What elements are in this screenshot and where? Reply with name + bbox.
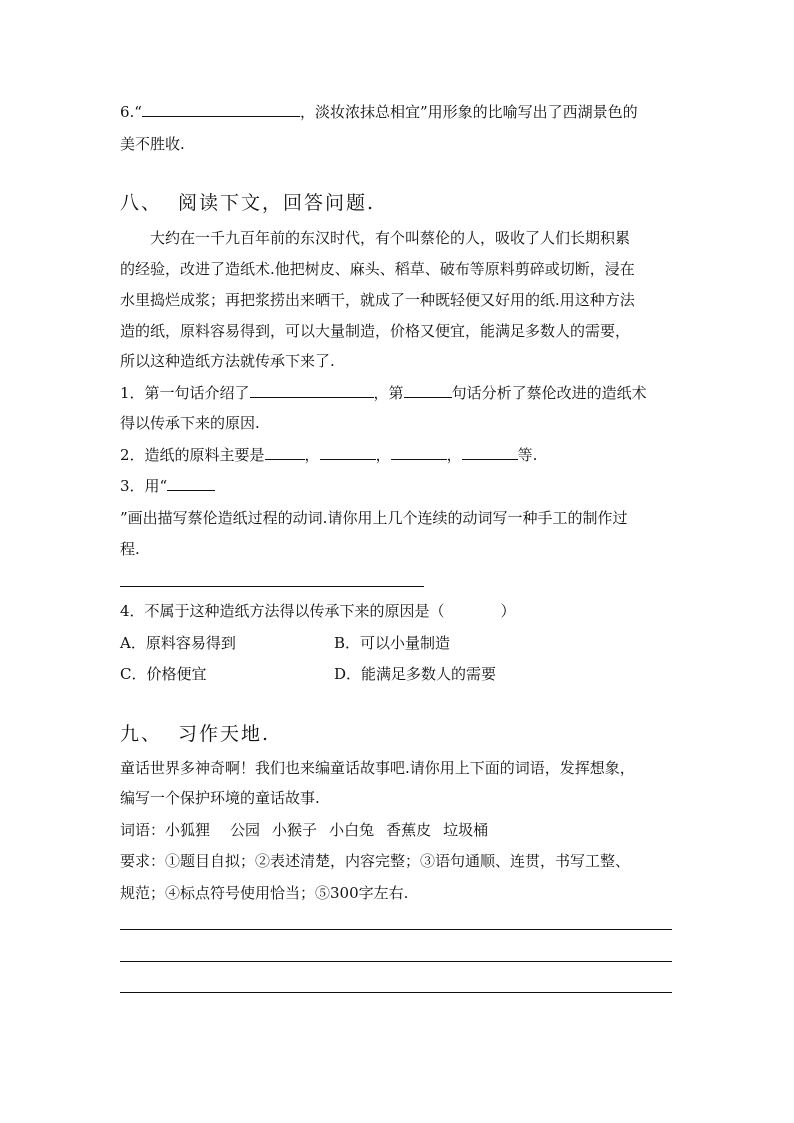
q6-prefix: 6.“: [120, 103, 142, 121]
q2-line: [120, 445, 537, 465]
q4-option-a: A．原料容易得到: [120, 634, 236, 652]
q6-line2: 美不胜收.: [120, 135, 185, 153]
q4-line: [120, 601, 516, 621]
q4-close: ）: [500, 602, 516, 620]
q2-blank-1[interactable]: [265, 445, 305, 460]
section8-title: 阅读下文，回答问题.: [178, 192, 376, 214]
q2-sep-1: ，: [304, 446, 320, 464]
word-6: 垃圾桶: [443, 821, 489, 839]
word-4: 小白兔: [329, 821, 375, 839]
section9-intro-2: 编写一个保护环境的童话故事.: [120, 789, 320, 807]
q4-option-d: D．能满足多数人的需要: [334, 665, 497, 683]
q3-line2: ”画出描写蔡伦造纸过程的动词.请你用上几个连续的动词写一种手工的制作过: [120, 509, 628, 527]
passage-line-4: 造的纸，原料容易得到，可以大量制造，价格又便宜，能满足多数人的需要，: [120, 322, 631, 340]
section9-requirements-1: 要求：①题目自拟；②表述清楚，内容完整；③语句通顺、连贯，书写工整、: [120, 852, 631, 870]
word-1: 小狐狸: [165, 821, 211, 839]
q2-end: 等.: [517, 446, 538, 464]
section9-requirements-2: 规范；④标点符号使用恰当；⑤300字左右.: [120, 884, 409, 902]
word-3: 小猴子: [272, 821, 318, 839]
q6-line1: [120, 102, 638, 122]
writing-line-2[interactable]: [120, 961, 672, 962]
q1-text-a: 1．第一句话介绍了: [120, 384, 250, 402]
q3-text: 3．用“: [120, 477, 168, 495]
q3-blank[interactable]: [167, 476, 215, 491]
q3-line1: [120, 476, 215, 496]
passage-line-2: 的经验，改进了造纸术.他把树皮、麻头、稻草、破布等原料剪碎或切断，浸在: [120, 260, 635, 278]
passage-line-5: 所以这种造纸方法就传承下来了.: [120, 352, 335, 370]
writing-line-3[interactable]: [120, 992, 672, 993]
q3-answer-line[interactable]: [120, 586, 424, 587]
q4-text: 4．不属于这种造纸方法得以传承下来的原因是（: [120, 602, 445, 620]
section9-heading: [120, 719, 270, 746]
section9-intro-1: 童话世界多神奇啊！我们也来编童话故事吧.请你用上下面的词语，发挥想象，: [120, 759, 635, 777]
q2-sep-2: ，: [375, 446, 391, 464]
section9-words: [120, 820, 488, 840]
words-label: 词语：: [120, 821, 166, 839]
word-2: 公园: [230, 821, 261, 839]
q1-blank-2[interactable]: [404, 383, 452, 398]
q6-answer-blank[interactable]: [142, 102, 300, 117]
q4-option-b: B．可以小量制造: [334, 634, 451, 652]
section8-heading: [120, 188, 375, 215]
q2-sep-3: ，: [446, 446, 462, 464]
word-5: 香蕉皮: [386, 821, 432, 839]
q2-blank-2[interactable]: [320, 445, 376, 460]
q2-blank-4[interactable]: [462, 445, 518, 460]
section9-number: 九、: [120, 723, 163, 745]
q4-option-c: C．价格便宜: [120, 665, 207, 683]
writing-line-1[interactable]: [120, 929, 672, 930]
section8-number: 八、: [120, 192, 163, 214]
q3-line3: 程.: [120, 540, 140, 558]
q1-blank-1[interactable]: [250, 383, 374, 398]
q2-text: 2．造纸的原料主要是: [120, 446, 265, 464]
q1-line1: [120, 383, 647, 403]
passage-line-1: 大约在一千九百年前的东汉时代，有个叫蔡伦的人，吸收了人们长期积累: [150, 229, 631, 247]
q6-suffix: ，淡妆浓抹总相宜”用形象的比喻写出了西湖景色的: [299, 103, 638, 121]
passage-line-3: 水里捣烂成浆；再把浆捞出来晒干，就成了一种既轻便又好用的纸.用这种方法: [120, 291, 635, 309]
q1-line2: 得以传承下来的原因.: [120, 414, 260, 432]
section9-title: 习作天地.: [178, 723, 271, 745]
q2-blank-3[interactable]: [391, 445, 447, 460]
q1-text-c: 句话分析了蔡伦改进的造纸术: [451, 384, 647, 402]
q1-text-b: ，第: [373, 384, 404, 402]
